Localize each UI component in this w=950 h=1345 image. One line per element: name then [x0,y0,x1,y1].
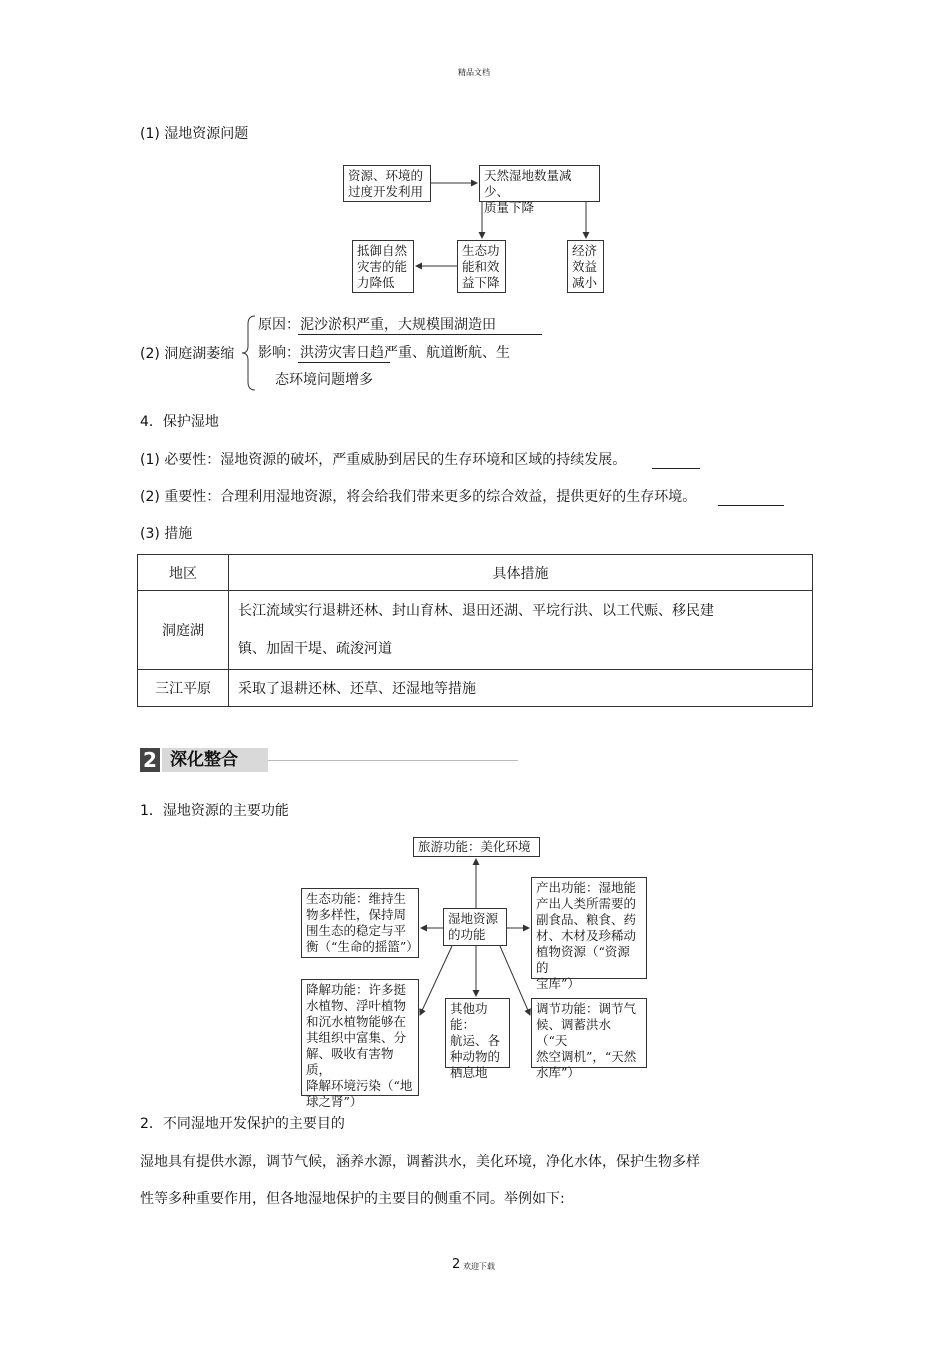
footer-note: 欢迎下载 [463,1262,495,1271]
part-title: 深化整合 [162,748,268,772]
fn-text: 降解环境污染（“地 [306,1078,413,1093]
banner-divider [268,760,518,761]
protect-title: 4．保护湿地 [140,414,219,430]
flow-arrows [0,0,950,320]
fn-text: 解、吸收有害物质， [306,1046,394,1077]
fn-text: 调节功能：调节气 [536,1001,637,1016]
fn-text: 和沉水植物能够在 [306,1014,407,1029]
fill-underline [298,334,542,335]
arrow-to-regulate [500,946,530,1015]
fn-text: 衡（“生命的摇篮”） [306,939,419,954]
brace-icon [240,314,258,392]
flow-text: 抵御自然 [357,243,408,258]
purposes-paragraph-line2: 性等多种重要作用，但各地湿地保护的主要目的侧重不同。举例如下: [140,1191,565,1207]
fn-text: 水植物、浮叶植物 [306,998,407,1013]
table-cell-region: 洞庭湖 [138,591,229,670]
fill-underline [652,468,700,469]
measure-line: 镇、加固干堤、疏浚河道 [238,641,392,657]
fn-text: 其组织中富集、分 [306,1030,407,1045]
table-cell-measure [229,591,813,670]
fn-text: 副食品、粮食、药 [536,912,637,927]
table-cell-region: 三江平原 [138,670,229,707]
fn-text: 的功能 [448,927,486,942]
purposes-paragraph-line1: 湿地具有提供水源，调节气候，涵养水源，调蓄洪水，美化环境，净化水体，保护生物多样 [140,1154,700,1170]
fill-underline [718,505,784,506]
fn-text: 植物资源（“资源的 [536,944,630,975]
purposes-heading: 2．不同湿地开发保护的主要目的 [140,1116,345,1132]
flow-text: 天然湿地数量减少、 [484,168,572,199]
fn-text: 航运、各 [450,1033,501,1048]
table-header-measures: 具体措施 [229,555,813,591]
fn-text: 围生态的稳定与平 [306,923,407,938]
flow-text: 益下降 [462,275,500,290]
flow-text: 质量下降 [484,200,535,215]
fn-text: 湿地资源 [448,911,499,926]
table-header-region: 地区 [138,555,229,591]
section-heading-dongting: (2) 洞庭湖萎缩 [140,346,235,362]
fn-text: 产出人类所需要的 [536,896,637,911]
dongting-cause: 原因：泥沙淤积严重，大规模围湖造田 [258,317,496,333]
table-row [138,591,813,670]
flow-text: 效益 [572,259,598,274]
table-row [138,670,813,707]
fn-text: 候、调蓄洪水（“天 [536,1017,612,1048]
dongting-impact-line1: 影响：洪涝灾害日趋严重、航道断航、生 [258,345,510,361]
fill-underline [298,362,390,363]
function-arrows [0,820,950,1120]
flow-text: 减小 [572,275,598,290]
fn-text: 宝库”） [536,976,580,991]
fn-text: 种动物的 [450,1049,501,1064]
functions-heading: 1．湿地资源的主要功能 [140,803,289,819]
fn-text: 其他功能： [450,1001,488,1032]
fn-text: 材、木材及珍稀动 [536,928,637,943]
protect-necessity: (1) 必要性：湿地资源的破坏，严重威胁到居民的生存环境和区域的持续发展。 [140,452,627,468]
fn-text: 栖息地 [450,1065,488,1080]
flow-text: 过度开发利用 [348,184,424,199]
table-header-row [138,555,813,591]
fn-text: 旅游功能：美化环境 [418,839,531,854]
part-number-badge: 2 [140,748,160,772]
protect-measures-label: (3) 措施 [140,526,193,542]
protect-importance: (2) 重要性：合理利用湿地资源，将会给我们带来更多的综合效益，提供更好的生存环境。 [140,489,697,505]
fn-text: 球之肾”） [306,1094,363,1109]
flow-text: 能和效 [462,259,500,274]
section-heading-wetland-problems: (1) 湿地资源问题 [140,126,249,142]
measures-table [137,554,813,707]
arrow-to-degrade [420,946,452,1015]
fn-text: 产出功能：湿地能 [536,880,637,895]
header-watermark: 精品文档 [458,68,490,77]
measure-line: 长江流域实行退耕还林、封山育林、退田还湖、平垸行洪、以工代赈、移民建 [238,603,714,619]
dongting-impact-line2: 态环境问题增多 [275,372,373,388]
flow-text: 灾害的能 [357,259,408,274]
fn-text: 降解功能：许多挺 [306,982,407,997]
page-number: 2 [452,1257,461,1272]
table-cell-measure: 采取了退耕还林、还草、还湿地等措施 [229,670,813,707]
fn-text: 然空调机”，“天然 [536,1049,637,1064]
flow-text: 力降低 [357,275,395,290]
fn-text: 水库”） [536,1065,580,1080]
flow-text: 经济 [572,243,598,258]
flow-text: 生态功 [462,243,500,258]
flow-text: 资源、环境的 [348,168,424,183]
fn-text: 生态功能：维持生 [306,891,407,906]
fn-text: 物多样性，保持周 [306,907,407,922]
